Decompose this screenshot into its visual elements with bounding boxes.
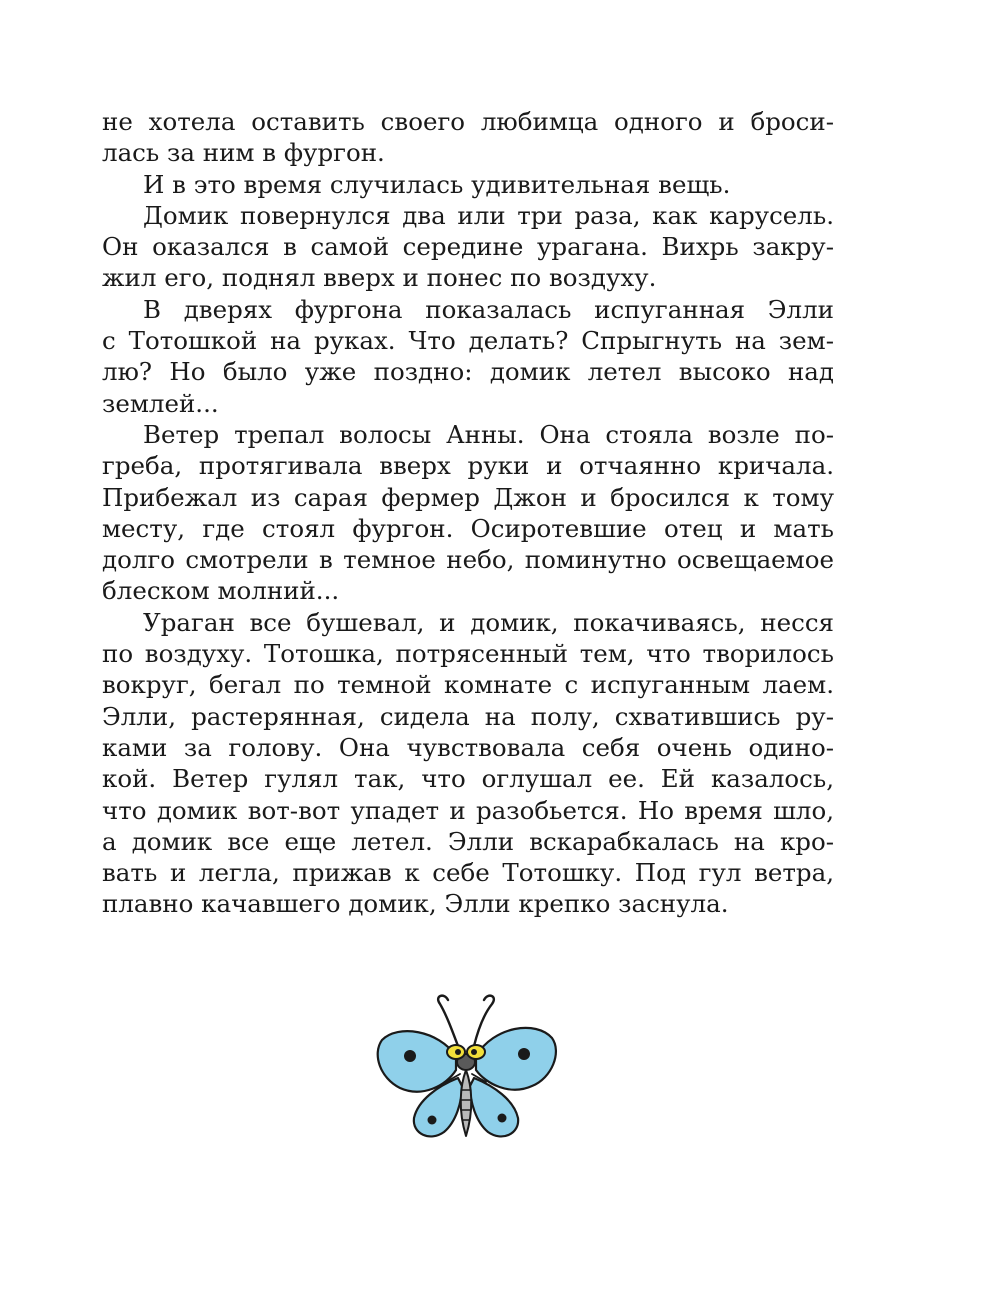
text-line: лю? Но было уже поздно: домик летел высоко над: [102, 357, 834, 387]
paragraph: [102, 169, 834, 200]
text-line: месту, где стоял фургон. Осиротевшие отец и мать: [102, 513, 834, 543]
text-line: вать и легла, прижав к себе Тотошку. Под гул ветра,: [102, 858, 834, 888]
paragraph: [102, 294, 834, 419]
text-line: блеском молний...: [102, 576, 340, 606]
text-line: с Тотошкой на руках. Что делать? Спрыгнуть на зем-: [102, 326, 834, 356]
text-line: кой. Ветер гулял так, что оглушал ее. Ей казалось,: [102, 764, 834, 794]
text-line: плавно качавшего домик, Элли крепко заснула.: [102, 889, 729, 919]
text-line: Он оказался в самой середине урагана. Вихрь закру-: [102, 232, 834, 262]
text-line: землей...: [102, 388, 219, 418]
paragraph: [102, 200, 834, 294]
text-line: не хотела оставить своего любимца одного и броси-: [102, 107, 834, 136]
paragraph: [102, 607, 834, 920]
text-line: по воздуху. Тотошка, потрясенный тем, что творилось: [102, 639, 834, 669]
text-line: Прибежал из сарая фермер Джон и бросился к тому: [102, 482, 834, 512]
text-line: Ветер трепал волосы Анны. Она стояла возле по-: [143, 419, 834, 449]
butterfly-illustration: [372, 990, 562, 1150]
text-line: Ураган все бушевал, и домик, покачиваясь, несся: [143, 607, 834, 637]
text-line: а домик все еще летел. Элли вскарабкалась на кро-: [102, 826, 834, 856]
text-line: лась за ним в фургон.: [102, 138, 385, 168]
text-line: что домик вот-вот упадет и разобьется. Но время шло,: [102, 795, 834, 825]
text-line: долго смотрели в темное небо, поминутно освещаемое: [102, 545, 834, 575]
story-text: [102, 106, 834, 920]
text-line: И в это время случилась удивительная вещь.: [143, 169, 731, 199]
text-line: вокруг, бегал по темной комнате с испуганным лаем.: [102, 670, 834, 700]
text-line: Элли, растерянная, сидела на полу, схватившись ру-: [102, 701, 834, 731]
text-line: ками за голову. Она чувствовала себя очень одино-: [102, 732, 834, 762]
text-line: Домик повернулся два или три раза, как карусель.: [143, 200, 834, 230]
text-line: греба, протягивала вверх руки и отчаянно кричала.: [102, 451, 834, 481]
text-line: В дверях фургона показалась испуганная Элли: [143, 294, 834, 324]
text-line: жил его, поднял вверх и понес по воздуху.: [102, 263, 657, 293]
butterfly-icon: [372, 990, 562, 1150]
paragraph: [102, 419, 834, 607]
paragraph: [102, 106, 834, 169]
